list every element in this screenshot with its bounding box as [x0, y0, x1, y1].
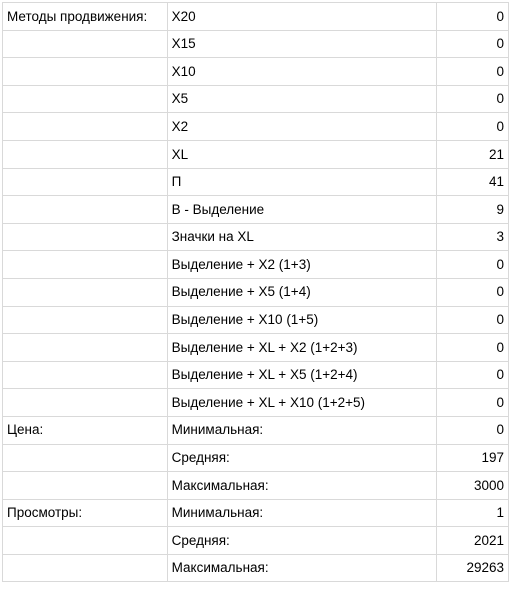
metric-name-cell[interactable]: Средняя: — [167, 444, 437, 472]
stats-table-body — [3, 3, 509, 582]
table-row — [3, 251, 509, 279]
metric-value-cell[interactable]: 9 — [437, 196, 509, 224]
table-row — [3, 3, 509, 31]
metric-value-cell[interactable]: 0 — [437, 30, 509, 58]
metric-value-cell[interactable]: 197 — [437, 444, 509, 472]
metric-name-cell[interactable]: Выделение + XL + X5 (1+2+4) — [167, 361, 437, 389]
metric-name-cell[interactable]: X2 — [167, 113, 437, 141]
stats-table — [2, 2, 509, 582]
table-row — [3, 168, 509, 196]
metric-name-cell[interactable]: X10 — [167, 58, 437, 86]
metric-value-cell[interactable]: 0 — [437, 416, 509, 444]
empty-cell[interactable] — [3, 554, 168, 582]
metric-value-cell[interactable]: 0 — [437, 58, 509, 86]
metric-value-cell[interactable]: 3 — [437, 223, 509, 251]
section-label-cell[interactable]: Просмотры: — [3, 499, 168, 527]
empty-cell[interactable] — [3, 278, 168, 306]
empty-cell[interactable] — [3, 334, 168, 362]
empty-cell[interactable] — [3, 389, 168, 417]
empty-cell[interactable] — [3, 251, 168, 279]
table-row — [3, 527, 509, 555]
metric-value-cell[interactable]: 2021 — [437, 527, 509, 555]
metric-name-cell[interactable]: Выделение + XL + X10 (1+2+5) — [167, 389, 437, 417]
spreadsheet — [2, 2, 509, 582]
table-row — [3, 58, 509, 86]
table-row — [3, 196, 509, 224]
empty-cell[interactable] — [3, 223, 168, 251]
metric-value-cell[interactable]: 0 — [437, 113, 509, 141]
empty-cell[interactable] — [3, 85, 168, 113]
metric-name-cell[interactable]: П — [167, 168, 437, 196]
metric-name-cell[interactable]: Выделение + XL + X2 (1+2+3) — [167, 334, 437, 362]
table-row — [3, 85, 509, 113]
table-row — [3, 499, 509, 527]
metric-name-cell[interactable]: Средняя: — [167, 527, 437, 555]
empty-cell[interactable] — [3, 168, 168, 196]
metric-value-cell[interactable]: 1 — [437, 499, 509, 527]
metric-name-cell[interactable]: Минимальная: — [167, 416, 437, 444]
metric-value-cell[interactable]: 0 — [437, 85, 509, 113]
table-row — [3, 361, 509, 389]
table-row — [3, 223, 509, 251]
empty-cell[interactable] — [3, 113, 168, 141]
metric-name-cell[interactable]: Выделение + X2 (1+3) — [167, 251, 437, 279]
table-row — [3, 140, 509, 168]
metric-name-cell[interactable]: Максимальная: — [167, 472, 437, 500]
empty-cell[interactable] — [3, 527, 168, 555]
metric-name-cell[interactable]: X5 — [167, 85, 437, 113]
empty-cell[interactable] — [3, 140, 168, 168]
metric-value-cell[interactable]: 0 — [437, 361, 509, 389]
table-row — [3, 334, 509, 362]
metric-value-cell[interactable]: 0 — [437, 306, 509, 334]
metric-value-cell[interactable]: 29263 — [437, 554, 509, 582]
metric-name-cell[interactable]: Выделение + X5 (1+4) — [167, 278, 437, 306]
table-row — [3, 416, 509, 444]
metric-value-cell[interactable]: 0 — [437, 278, 509, 306]
empty-cell[interactable] — [3, 306, 168, 334]
metric-value-cell[interactable]: 0 — [437, 389, 509, 417]
section-label-cell[interactable]: Методы продвижения: — [3, 3, 168, 31]
table-row — [3, 444, 509, 472]
empty-cell[interactable] — [3, 58, 168, 86]
metric-name-cell[interactable]: X15 — [167, 30, 437, 58]
table-row — [3, 472, 509, 500]
empty-cell[interactable] — [3, 444, 168, 472]
empty-cell[interactable] — [3, 30, 168, 58]
metric-name-cell[interactable]: Максимальная: — [167, 554, 437, 582]
metric-value-cell[interactable]: 0 — [437, 334, 509, 362]
metric-name-cell[interactable]: XL — [167, 140, 437, 168]
metric-value-cell[interactable]: 0 — [437, 3, 509, 31]
metric-name-cell[interactable]: Значки на XL — [167, 223, 437, 251]
metric-value-cell[interactable]: 21 — [437, 140, 509, 168]
empty-cell[interactable] — [3, 196, 168, 224]
empty-cell[interactable] — [3, 472, 168, 500]
metric-name-cell[interactable]: Минимальная: — [167, 499, 437, 527]
metric-name-cell[interactable]: В - Выделение — [167, 196, 437, 224]
metric-value-cell[interactable]: 0 — [437, 251, 509, 279]
metric-value-cell[interactable]: 41 — [437, 168, 509, 196]
table-row — [3, 554, 509, 582]
table-row — [3, 306, 509, 334]
table-row — [3, 389, 509, 417]
table-row — [3, 113, 509, 141]
metric-name-cell[interactable]: X20 — [167, 3, 437, 31]
table-row — [3, 30, 509, 58]
table-row — [3, 278, 509, 306]
metric-name-cell[interactable]: Выделение + X10 (1+5) — [167, 306, 437, 334]
metric-value-cell[interactable]: 3000 — [437, 472, 509, 500]
section-label-cell[interactable]: Цена: — [3, 416, 168, 444]
empty-cell[interactable] — [3, 361, 168, 389]
